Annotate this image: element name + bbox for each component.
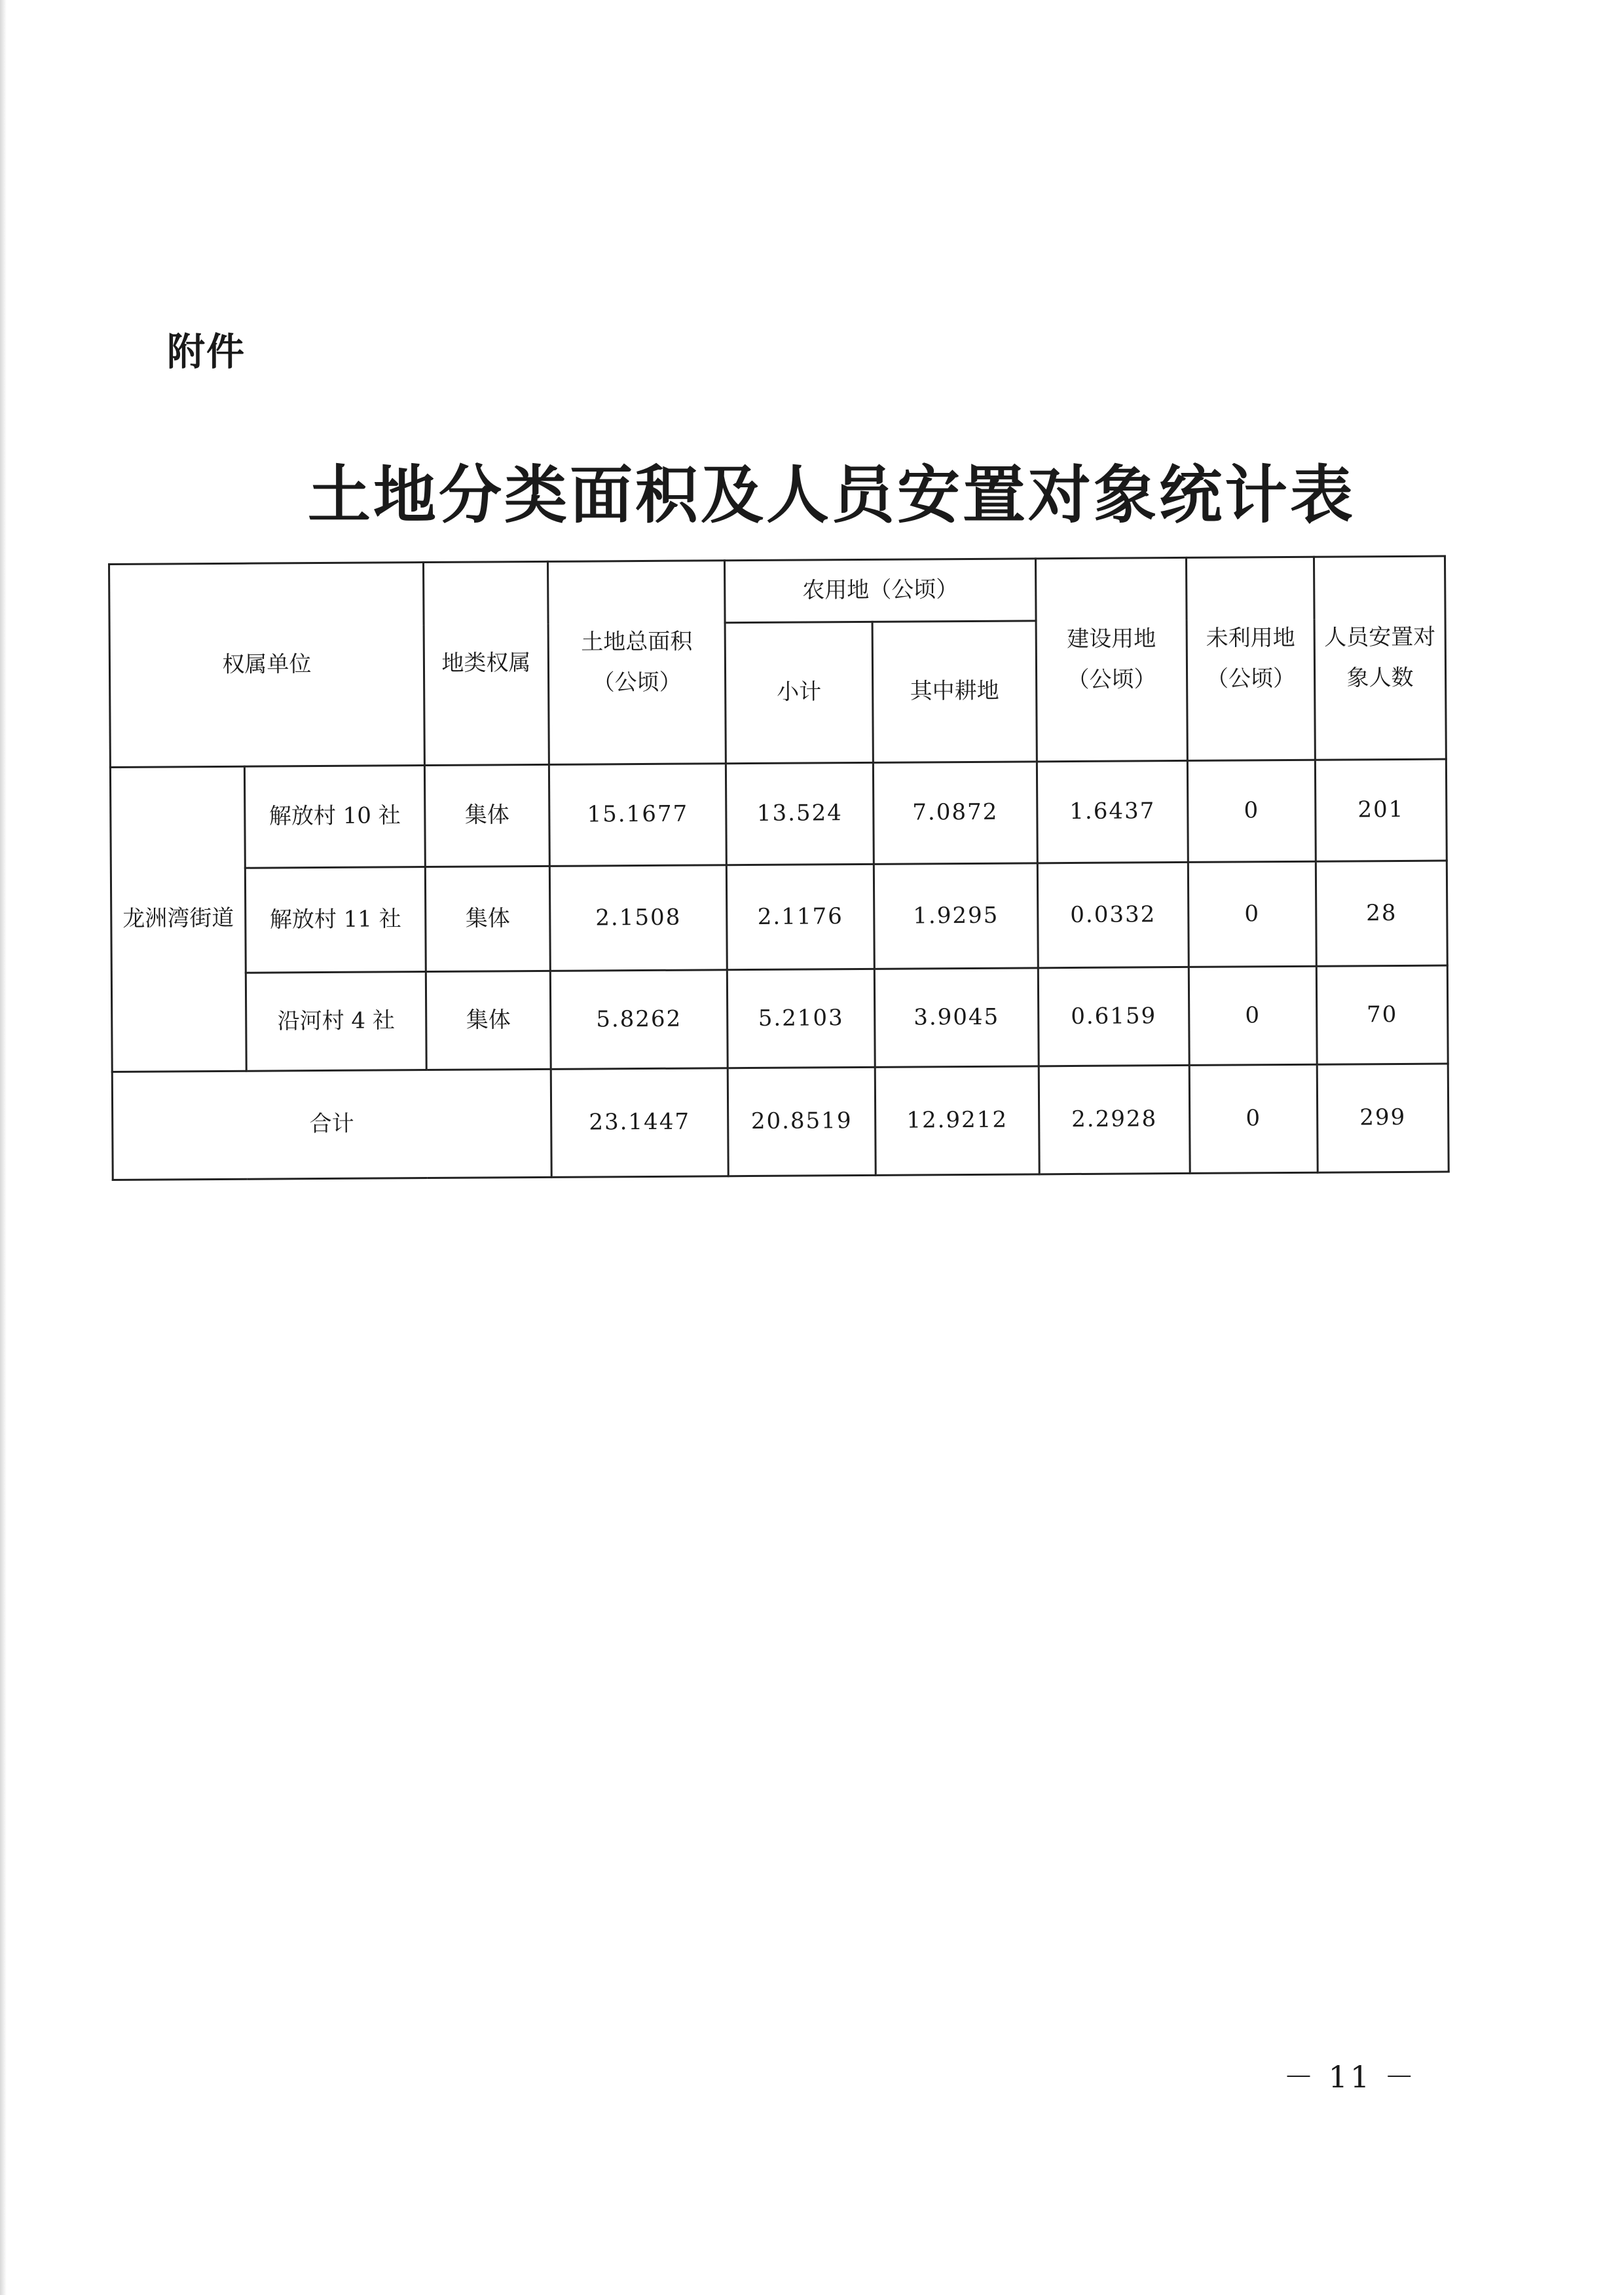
header-total-area xyxy=(547,561,726,765)
unused-cell xyxy=(1187,760,1316,862)
ownership-cell xyxy=(426,971,551,1070)
agri-subtotal-cell xyxy=(726,864,874,969)
header-agri-group xyxy=(724,559,1036,623)
farmland-value: 1.9295 xyxy=(913,902,999,929)
header-unused xyxy=(1186,557,1315,760)
total-row xyxy=(112,1064,1449,1180)
total-area-cell xyxy=(551,1068,728,1178)
farmland-value: 7.0872 xyxy=(912,799,999,826)
people-value: 28 xyxy=(1366,899,1397,927)
total-area-cell xyxy=(549,865,727,971)
header-unused-line2: （公顷） xyxy=(1206,665,1296,692)
unused-cell xyxy=(1189,966,1317,1065)
farmland-cell xyxy=(873,762,1037,865)
page-edge-shadow xyxy=(0,0,7,2295)
unit-name: 解放村 10 社 xyxy=(268,802,401,830)
street-cell xyxy=(110,766,246,1072)
construction-value: 1.6437 xyxy=(1069,798,1156,825)
unit-name: 沿河村 4 社 xyxy=(277,1007,396,1035)
farmland-value: 3.9045 xyxy=(913,1003,1000,1031)
farmland-value: 12.9212 xyxy=(906,1107,1008,1134)
construction-cell xyxy=(1038,967,1189,1066)
statistics-table-wrapper xyxy=(108,555,1448,1181)
farmland-cell xyxy=(875,1066,1039,1176)
table-row xyxy=(111,965,1448,1072)
unit-cell xyxy=(246,972,426,1072)
header-land-ownership-text: 地类权属 xyxy=(441,649,531,677)
header-construction-line1: 建设用地 xyxy=(1067,625,1156,653)
ownership-value: 集体 xyxy=(466,1007,511,1034)
construction-value: 2.2928 xyxy=(1071,1106,1158,1133)
farmland-cell xyxy=(874,968,1039,1068)
ownership-value: 集体 xyxy=(464,802,509,829)
header-row-1 xyxy=(109,556,1446,626)
construction-value: 0.6159 xyxy=(1071,1003,1157,1030)
people-cell xyxy=(1316,965,1448,1064)
construction-value: 0.0332 xyxy=(1070,901,1156,928)
unused-value: 0 xyxy=(1246,1105,1262,1132)
table-row xyxy=(111,861,1447,973)
agri-subtotal-value: 13.524 xyxy=(756,800,843,827)
people-cell xyxy=(1317,1064,1449,1172)
header-resettle xyxy=(1314,556,1446,760)
people-cell xyxy=(1315,759,1447,861)
table-row xyxy=(110,759,1447,868)
total-area-cell xyxy=(549,764,726,867)
unit-cell xyxy=(245,867,426,973)
statistics-table xyxy=(108,555,1450,1181)
ownership-cell xyxy=(425,866,550,971)
header-unused-line1: 未利用地 xyxy=(1206,625,1295,652)
header-agri-farmland-text: 其中耕地 xyxy=(910,678,999,705)
total-area-cell xyxy=(550,970,728,1070)
total-label: 合计 xyxy=(309,1111,354,1138)
header-agri-farmland xyxy=(872,621,1037,763)
agri-subtotal-cell xyxy=(726,762,874,865)
farmland-cell xyxy=(874,863,1038,969)
agri-subtotal-value: 2.1176 xyxy=(757,903,843,930)
ownership-cell xyxy=(424,764,549,867)
agri-subtotal-value: 5.2103 xyxy=(758,1005,844,1032)
total-label-cell xyxy=(112,1069,551,1180)
header-construction-line2: （公顷） xyxy=(1067,665,1156,693)
total-area-value: 23.1447 xyxy=(589,1108,691,1136)
total-area-value: 15.1677 xyxy=(587,801,689,828)
attachment-label: 附件 xyxy=(167,329,246,374)
header-construction xyxy=(1035,557,1187,761)
unused-cell xyxy=(1189,1064,1318,1173)
construction-cell xyxy=(1037,862,1189,967)
unit-cell xyxy=(244,766,425,868)
unused-value: 0 xyxy=(1244,901,1261,927)
people-value: 201 xyxy=(1357,796,1405,823)
people-cell xyxy=(1316,861,1447,966)
street-name: 龙洲湾街道 xyxy=(122,905,234,933)
header-total-area-line1: 土地总面积 xyxy=(581,628,693,656)
header-owner-unit-text: 权属单位 xyxy=(222,651,312,678)
header-agri-subtotal-text: 小计 xyxy=(777,679,822,706)
unused-cell xyxy=(1188,861,1316,967)
header-agri-subtotal xyxy=(725,622,873,763)
header-agri-group-text: 农用地（公顷） xyxy=(802,576,959,604)
agri-subtotal-value: 20.8519 xyxy=(750,1108,853,1135)
total-area-value: 5.8262 xyxy=(596,1005,682,1033)
document-title: 土地分类面积及人员安置对象统计表 xyxy=(308,458,1356,532)
page-number: － 11 － xyxy=(1283,2059,1417,2095)
unit-name: 解放村 11 社 xyxy=(269,906,401,933)
agri-subtotal-cell xyxy=(727,969,875,1068)
total-area-value: 2.1508 xyxy=(595,904,682,931)
header-resettle-line2: 象人数 xyxy=(1346,664,1414,691)
ownership-value: 集体 xyxy=(465,905,510,932)
construction-cell xyxy=(1037,760,1188,863)
unused-value: 0 xyxy=(1245,1002,1261,1029)
header-owner-unit xyxy=(109,563,425,768)
header-total-area-line2: （公顷） xyxy=(592,669,682,696)
people-value: 299 xyxy=(1359,1104,1407,1131)
agri-subtotal-cell xyxy=(728,1067,876,1176)
unused-value: 0 xyxy=(1244,797,1260,824)
construction-cell xyxy=(1039,1065,1190,1174)
people-value: 70 xyxy=(1366,1001,1398,1028)
header-resettle-line1: 人员安置对 xyxy=(1324,624,1436,651)
header-land-ownership xyxy=(424,561,549,765)
